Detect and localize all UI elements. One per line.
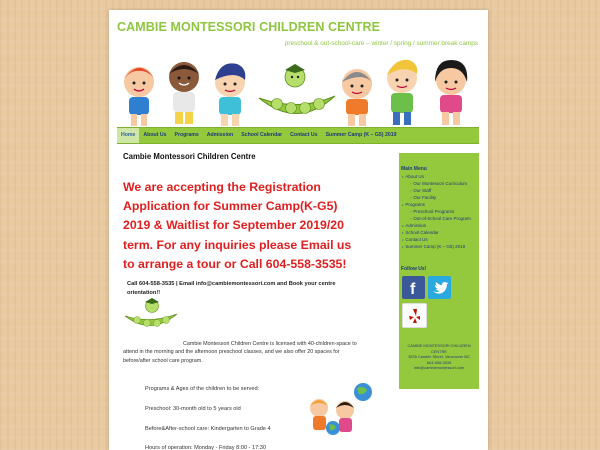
kid-illustration-3 <box>215 63 245 126</box>
site-title[interactable]: CAMBIE MONTESSORI CHILDREN CENTRE <box>117 20 381 34</box>
nav-item-summer-camp[interactable]: Summer Camp (K – G5) 2019 <box>325 132 397 138</box>
follow-us-heading: Follow Us! <box>401 266 427 272</box>
nav-item-programs[interactable]: Programs <box>174 132 199 138</box>
sidebar-item-about-us[interactable]: • About Us <box>402 174 424 179</box>
kid-illustration-1 <box>124 67 154 126</box>
yelp-icon[interactable] <box>402 303 427 328</box>
registration-headline: We are accepting the Registration Application for Summer Camp(K-G5) 2019 & Waitlist for September 2019/20 term. For any inquiries please Email us to arrange a tour or Call 604-558-3535! <box>123 180 352 271</box>
svg-text:f: f <box>409 280 415 296</box>
kid-illustration-2 <box>169 62 199 124</box>
sidebar-item-contact-us[interactable]: • Contact Us <box>402 237 428 242</box>
preschool-ages: Preschool: 30-month old to 5 years old <box>145 406 241 412</box>
page-title: Cambie Montessori Children Centre <box>123 152 256 161</box>
sidebar-item-our-staff[interactable]: ◦ Our Staff <box>410 188 432 193</box>
hours-of-operation: Hours of operation: Monday - Friday 8:00 - 17:30 <box>145 445 266 450</box>
sidebar <box>399 153 479 389</box>
header-banner-image <box>117 52 479 128</box>
twitter-icon[interactable] <box>428 276 451 299</box>
sidebar-item-out-of-school-care[interactable]: ◦ Out-of-School Care Program <box>410 216 471 221</box>
nav-item-about-us[interactable]: About Us <box>143 132 167 138</box>
centre-email[interactable]: info@cambiemontessori.com <box>413 365 465 371</box>
facebook-icon[interactable] <box>402 276 425 299</box>
centre-contact-info <box>399 343 479 371</box>
centre-phone: 604-558-3535 <box>426 359 452 365</box>
contact-line: Call 604-558-3535 | Email info@cambiemontessori.com and Book your centre orientation!! <box>127 281 336 296</box>
intro-text: Cambie Montessori Children Centre is licensed with 40-children-space to attend in the morning and the afternoon preschool classes, and we also offer 20 spaces for before/after school care program. <box>123 341 357 364</box>
centre-address: 3535 Cambie Street, Vancouver BC <box>408 354 470 360</box>
nav-item-admission[interactable]: Admission <box>206 132 234 138</box>
pea-pod-logo-small <box>123 298 179 334</box>
site-tagline: preschool & out-school-care – winter / spring / summer break camps <box>284 40 478 47</box>
main-navigation <box>117 127 479 144</box>
centre-name: CAMBIE MONTESSORI CHILDREN CENTRE <box>407 343 471 354</box>
nav-item-school-calendar[interactable]: School Calendar <box>241 132 283 138</box>
nav-item-contact-us[interactable]: Contact Us <box>290 132 318 138</box>
page-container <box>109 10 488 450</box>
kids-with-globe-image <box>305 382 377 440</box>
intro-paragraph <box>123 340 363 365</box>
main-content <box>123 152 363 450</box>
kid-illustration-4 <box>342 69 372 126</box>
kid-illustration-6 <box>435 60 467 125</box>
main-menu-heading: Main Menu <box>401 166 427 172</box>
sidebar-item-school-calendar[interactable]: • School Calendar <box>402 230 439 235</box>
sidebar-item-our-facility[interactable]: ◦ Our Facility <box>410 195 437 200</box>
sidebar-item-programs[interactable]: • Programs <box>402 202 425 207</box>
kid-illustration-5 <box>387 60 417 125</box>
nav-item-home[interactable]: Home <box>117 128 139 143</box>
before-after-care-ages: Before&After-school care: Kindergarten to Grade 4 <box>145 426 271 432</box>
sidebar-item-summer-camp[interactable]: • Summer Camp (K – G5) 2019 <box>402 244 466 249</box>
sidebar-item-montessori-curriculum[interactable]: ◦ Our Montessori Curriculum <box>410 181 468 186</box>
sidebar-item-preschool-programs[interactable]: ◦ Preschool Programs <box>410 209 455 214</box>
sidebar-item-admission[interactable]: • Admission <box>402 223 427 228</box>
programs-heading: Programs & Ages of the children to be served: <box>145 386 260 392</box>
pea-pod-logo <box>259 64 335 114</box>
